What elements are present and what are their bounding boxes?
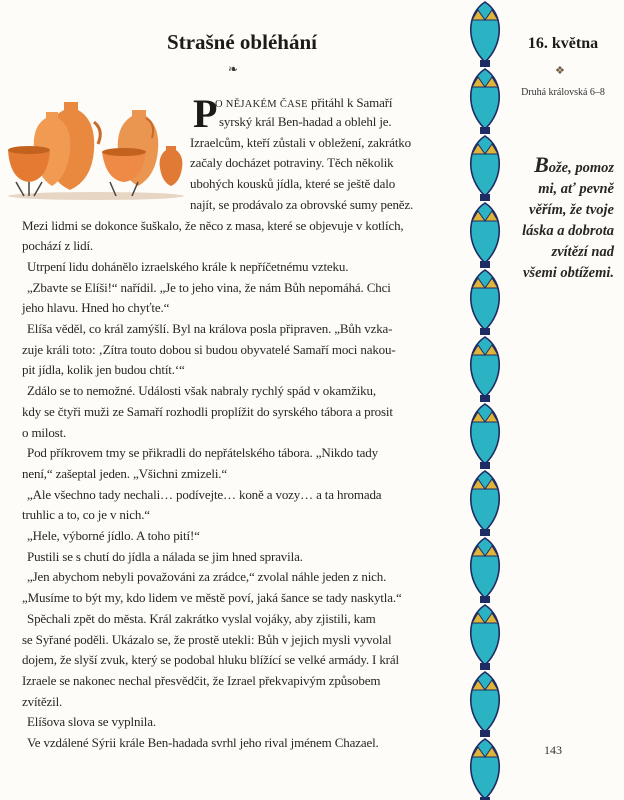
lead-smallcaps: O NĚJAKÉM ČASE — [215, 99, 308, 110]
body-line: „Zbavte se Elíši!“ nařídil. „Je to jeho vina, že nám Bůh nepomáhá. Chci — [27, 279, 391, 295]
date-ornament-icon: ❖ — [555, 65, 565, 77]
body-line: dojem, že slyší zvuk, který se podobal hluku blížící se velké armády. I král — [22, 652, 399, 668]
body-line: Spěchali zpět do města. Král zakrátko vyslal vojáky, aby zjistili, kam — [27, 610, 376, 626]
body-line: Pustili se s chutí do jídla a nálada se jim hned spravila. — [27, 548, 303, 564]
pottery-illustration — [6, 92, 186, 200]
prayer-line: láska a dobrota — [522, 223, 614, 239]
page-title: Strašné obléhání — [167, 30, 317, 54]
body-line: začaly docházet potraviny. Těch několik — [190, 155, 394, 171]
body-line: Mezi lidmi se dokonce šuškalo, že něco z masa, které se objevuje v kotlích, — [22, 217, 404, 233]
prayer-line: mi, ať pevně — [538, 181, 614, 197]
body-line: truhlic a to, co je v nich.“ — [22, 507, 150, 523]
prayer-line: všemi obtížemi. — [522, 265, 614, 281]
body-line: zvítězil. — [22, 693, 63, 709]
border-tile — [471, 672, 500, 737]
title-ornament-icon: ❧ — [228, 62, 239, 76]
body-line: není,“ zašeptal jeden. „Všichni zmizeli.“ — [22, 465, 228, 481]
body-line: najít, se prodávalo za obrovské sumy peněz. — [190, 196, 414, 212]
body-line: pochází z lidí. — [22, 238, 94, 254]
body-line: „Hele, výborné jídlo. A toho pití!“ — [27, 528, 200, 543]
body-line: Ve vzdálené Sýrii krále Ben-hadada svrhl jeho rival jménem Chazael. — [27, 735, 379, 750]
border-tile — [471, 471, 500, 536]
prayer-line: ože, pomoz — [548, 160, 614, 176]
body-line: Izraele se nakonec nechal přesvědčit, že Izrael překvapivým způsobem — [22, 672, 381, 688]
body-line: zuje králi toto: ‚Zítra touto dobou si budou obyvatelé Samaří moci nakou- — [22, 341, 396, 357]
page-number: 143 — [544, 743, 562, 757]
prayer-line: věřím, že tvoje — [529, 202, 614, 218]
border-tile — [471, 404, 500, 469]
body-line: pit jídla, kolik jen budou chtít.‘“ — [22, 362, 185, 378]
border-tile — [471, 605, 500, 670]
border-tile — [471, 337, 500, 402]
body-line: Zdálo se to nemožné. Události však nabraly rychlý spád v okamžiku, — [27, 383, 376, 399]
body-line: Elíša věděl, co král zamýšlí. Byl na králova posla připraven. „Bůh vzka- — [27, 321, 393, 336]
scripture-reference: Druhá královská 6–8 — [521, 87, 605, 98]
border-tile — [471, 739, 500, 800]
prayer-text — [510, 154, 614, 284]
border-tile — [471, 136, 500, 201]
date-heading: 16. května — [527, 35, 599, 52]
border-tile — [471, 2, 500, 67]
border-tile — [471, 538, 500, 603]
first-line — [215, 95, 392, 113]
body-line: Elíšova slova se vyplnila. — [27, 714, 156, 730]
decorative-border — [464, 0, 506, 800]
body-line: o milost. — [22, 424, 67, 440]
body-line: se Syřané poděli. Ukázalo se, že prostě utekli: Bůh v jejich mysli vyvolal — [22, 631, 392, 647]
body-line: Izraelcům, kteří zůstali v obležení, zakrátko — [190, 134, 412, 150]
body-line: kdy se čtyři muži ze Samaří rozhodli proplížit do syrského tábora a prosit — [22, 403, 393, 419]
body-line: Utrpení lidu dohánělo izraelského krále k nepříčetnému vzteku. — [27, 258, 349, 274]
drop-cap: P — [193, 91, 218, 136]
body-line: „Jen abychom nebyli považováni za zrádce,“ zvolal náhle jeden z nich. — [27, 569, 387, 585]
body-line: syrský král Ben-hadad a oblehl je. — [219, 114, 392, 129]
first-line-rest: přitáhl k Samaří — [310, 95, 393, 110]
border-tile — [471, 270, 500, 335]
body-line: „Ale všechno tady nechali… podívejte… koně a vozy… a ta hromada — [27, 486, 382, 502]
prayer-line: zvítězí nad — [551, 244, 614, 260]
body-line: „Musíme to být my, kdo lidem ve městě poví, jaká šance se tady naskytla.“ — [22, 590, 402, 606]
prayer-cap: B — [534, 152, 549, 177]
body-line: ubohých kousků jídla, které se ještě dalo — [190, 176, 396, 192]
body-line: jeho hlavu. Hned ho chyťte.“ — [22, 300, 170, 316]
sidebar — [505, 0, 624, 800]
border-tile — [471, 203, 500, 268]
border-tile — [471, 69, 500, 134]
body-line: Pod příkrovem tmy se přikradli do nepřátelského tábora. „Nikdo tady — [27, 445, 378, 461]
